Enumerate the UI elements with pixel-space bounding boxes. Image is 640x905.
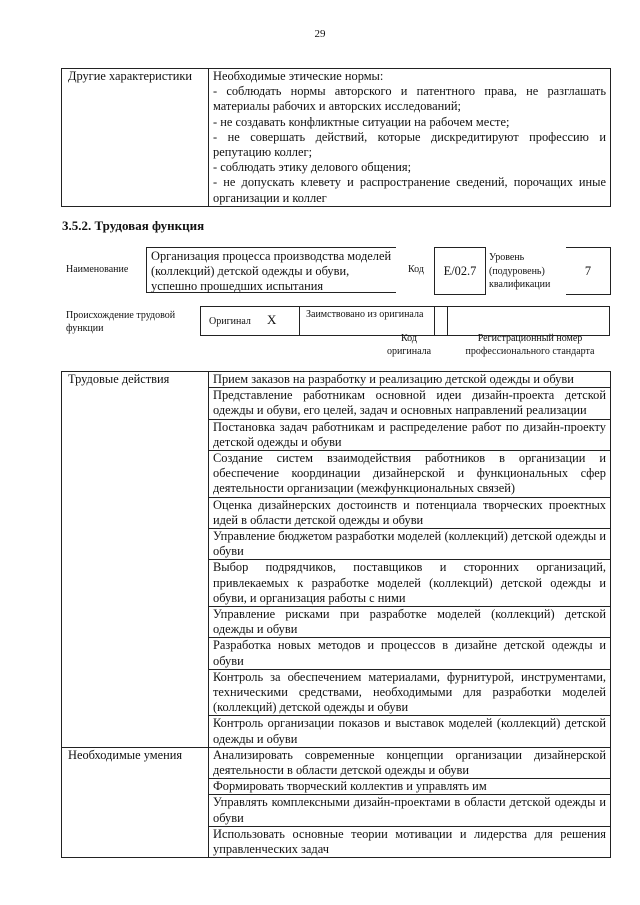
labor-function-table <box>61 371 611 858</box>
labor-action-item: Управление рисками при разработке моделей (коллекций) детской одежды и обуви <box>209 607 611 638</box>
ethics-line: - не совершать действий, которые дискредитируют профессию и репутацию коллег; <box>213 129 606 160</box>
labor-action-item: Контроль организации показов и выставок моделей (коллекций) детской одежды и обуви <box>209 716 611 747</box>
ethics-line: - не допускать клевету и распространение сведений, порочащих иные организации и коллег <box>213 175 606 205</box>
labor-action-item: Разработка новых методов и процессов в дизайне детской одежды и обуви <box>209 638 611 669</box>
labor-action-item: Представление работникам основной идеи дизайн-проекта детской одежды и обуви, его целей, задач и основных направлений реализации <box>209 388 611 419</box>
labor-action-item: Выбор подрядчиков, поставщиков и сторонних организаций, привлекаемых к разработке моделей (коллекций) детской одежды и обуви, и организация работы с ними <box>209 560 611 607</box>
other-characteristics-value <box>209 69 611 207</box>
name-value: Организация процесса производства моделей (коллекций) детской одежды и обуви, успешно прошедших испытания <box>146 247 396 293</box>
original-code-label: Код оригинала <box>386 333 432 357</box>
ethics-line: - соблюдать этику делового общения; <box>213 160 412 175</box>
name-label: Наименование <box>66 264 129 275</box>
ethics-line: - соблюдать нормы авторского и патентного права, не разглашать материалы рабочих и авторских исследований; <box>213 84 606 114</box>
skills-label: Необходимые умения <box>62 747 209 857</box>
borrowed-label: Заимствовано из оригинала <box>306 309 424 320</box>
labor-action-item: Создание систем взаимодействия работников в организации и обеспечение координации дизайнерской и функциональных сфер деятельности организации (межфункциональных связей) <box>209 451 611 498</box>
other-characteristics-label: Другие характеристики <box>62 69 209 207</box>
level-label-line: квалификации <box>489 279 551 290</box>
level-label <box>489 251 550 292</box>
labor-action-item: Контроль за обеспечением материалами, фурнитурой, инструментами, техническими средствами, необходимыми для разработки моделей (коллекций) детской одежды и обуви <box>209 669 611 716</box>
page-number: 29 <box>314 28 326 40</box>
borrowed-cell <box>299 306 435 336</box>
ethics-line: Необходимые этические нормы: <box>213 69 384 83</box>
origin-label: Происхождение трудовой функции <box>66 310 176 334</box>
skill-item: Управлять комплексными дизайн-проектами в области детской одежды и обуви <box>209 795 611 826</box>
registration-number-label: Регистрационный номер профессионального стандарта <box>465 333 595 357</box>
original-cell <box>200 306 300 336</box>
original-mark: X <box>267 312 277 327</box>
level-label-line: (подуровень) <box>489 265 545 277</box>
section-heading: 3.5.2. Трудовая функция <box>62 218 205 233</box>
labor-action-item: Оценка дизайнерских достоинств и потенциала творческих проектных идей в области детской одежды и обуви <box>209 497 611 528</box>
level-label-line: Уровень <box>489 252 525 263</box>
code-label: Код <box>408 264 424 275</box>
registration-cell <box>447 306 610 336</box>
labor-actions-label: Трудовые действия <box>62 372 209 748</box>
labor-action-item: Постановка задач работникам и распределение работ по дизайн-проекту детской одежды и обуви <box>209 419 611 450</box>
skill-item: Формировать творческий коллектив и управлять им <box>209 779 611 795</box>
original-label: Оригинал <box>209 316 251 327</box>
origin-spacer-cell <box>434 306 448 336</box>
labor-action-item: Управление бюджетом разработки моделей (коллекций) детской одежды и обуви <box>209 529 611 560</box>
skill-item: Использовать основные теории мотивации и лидерства для решения управленческих задач <box>209 826 611 857</box>
code-value: E/02.7 <box>434 247 486 295</box>
ethics-line: - не создавать конфликтные ситуации на рабочем месте; <box>213 114 510 129</box>
level-value: 7 <box>566 247 611 295</box>
origin-row <box>200 306 610 336</box>
skill-item: Анализировать современные концепции организации дизайнерской деятельности в области детской одежды и обуви <box>209 747 611 778</box>
other-characteristics-table <box>61 68 611 207</box>
labor-action-item: Прием заказов на разработку и реализацию детской одежды и обуви <box>209 372 611 388</box>
